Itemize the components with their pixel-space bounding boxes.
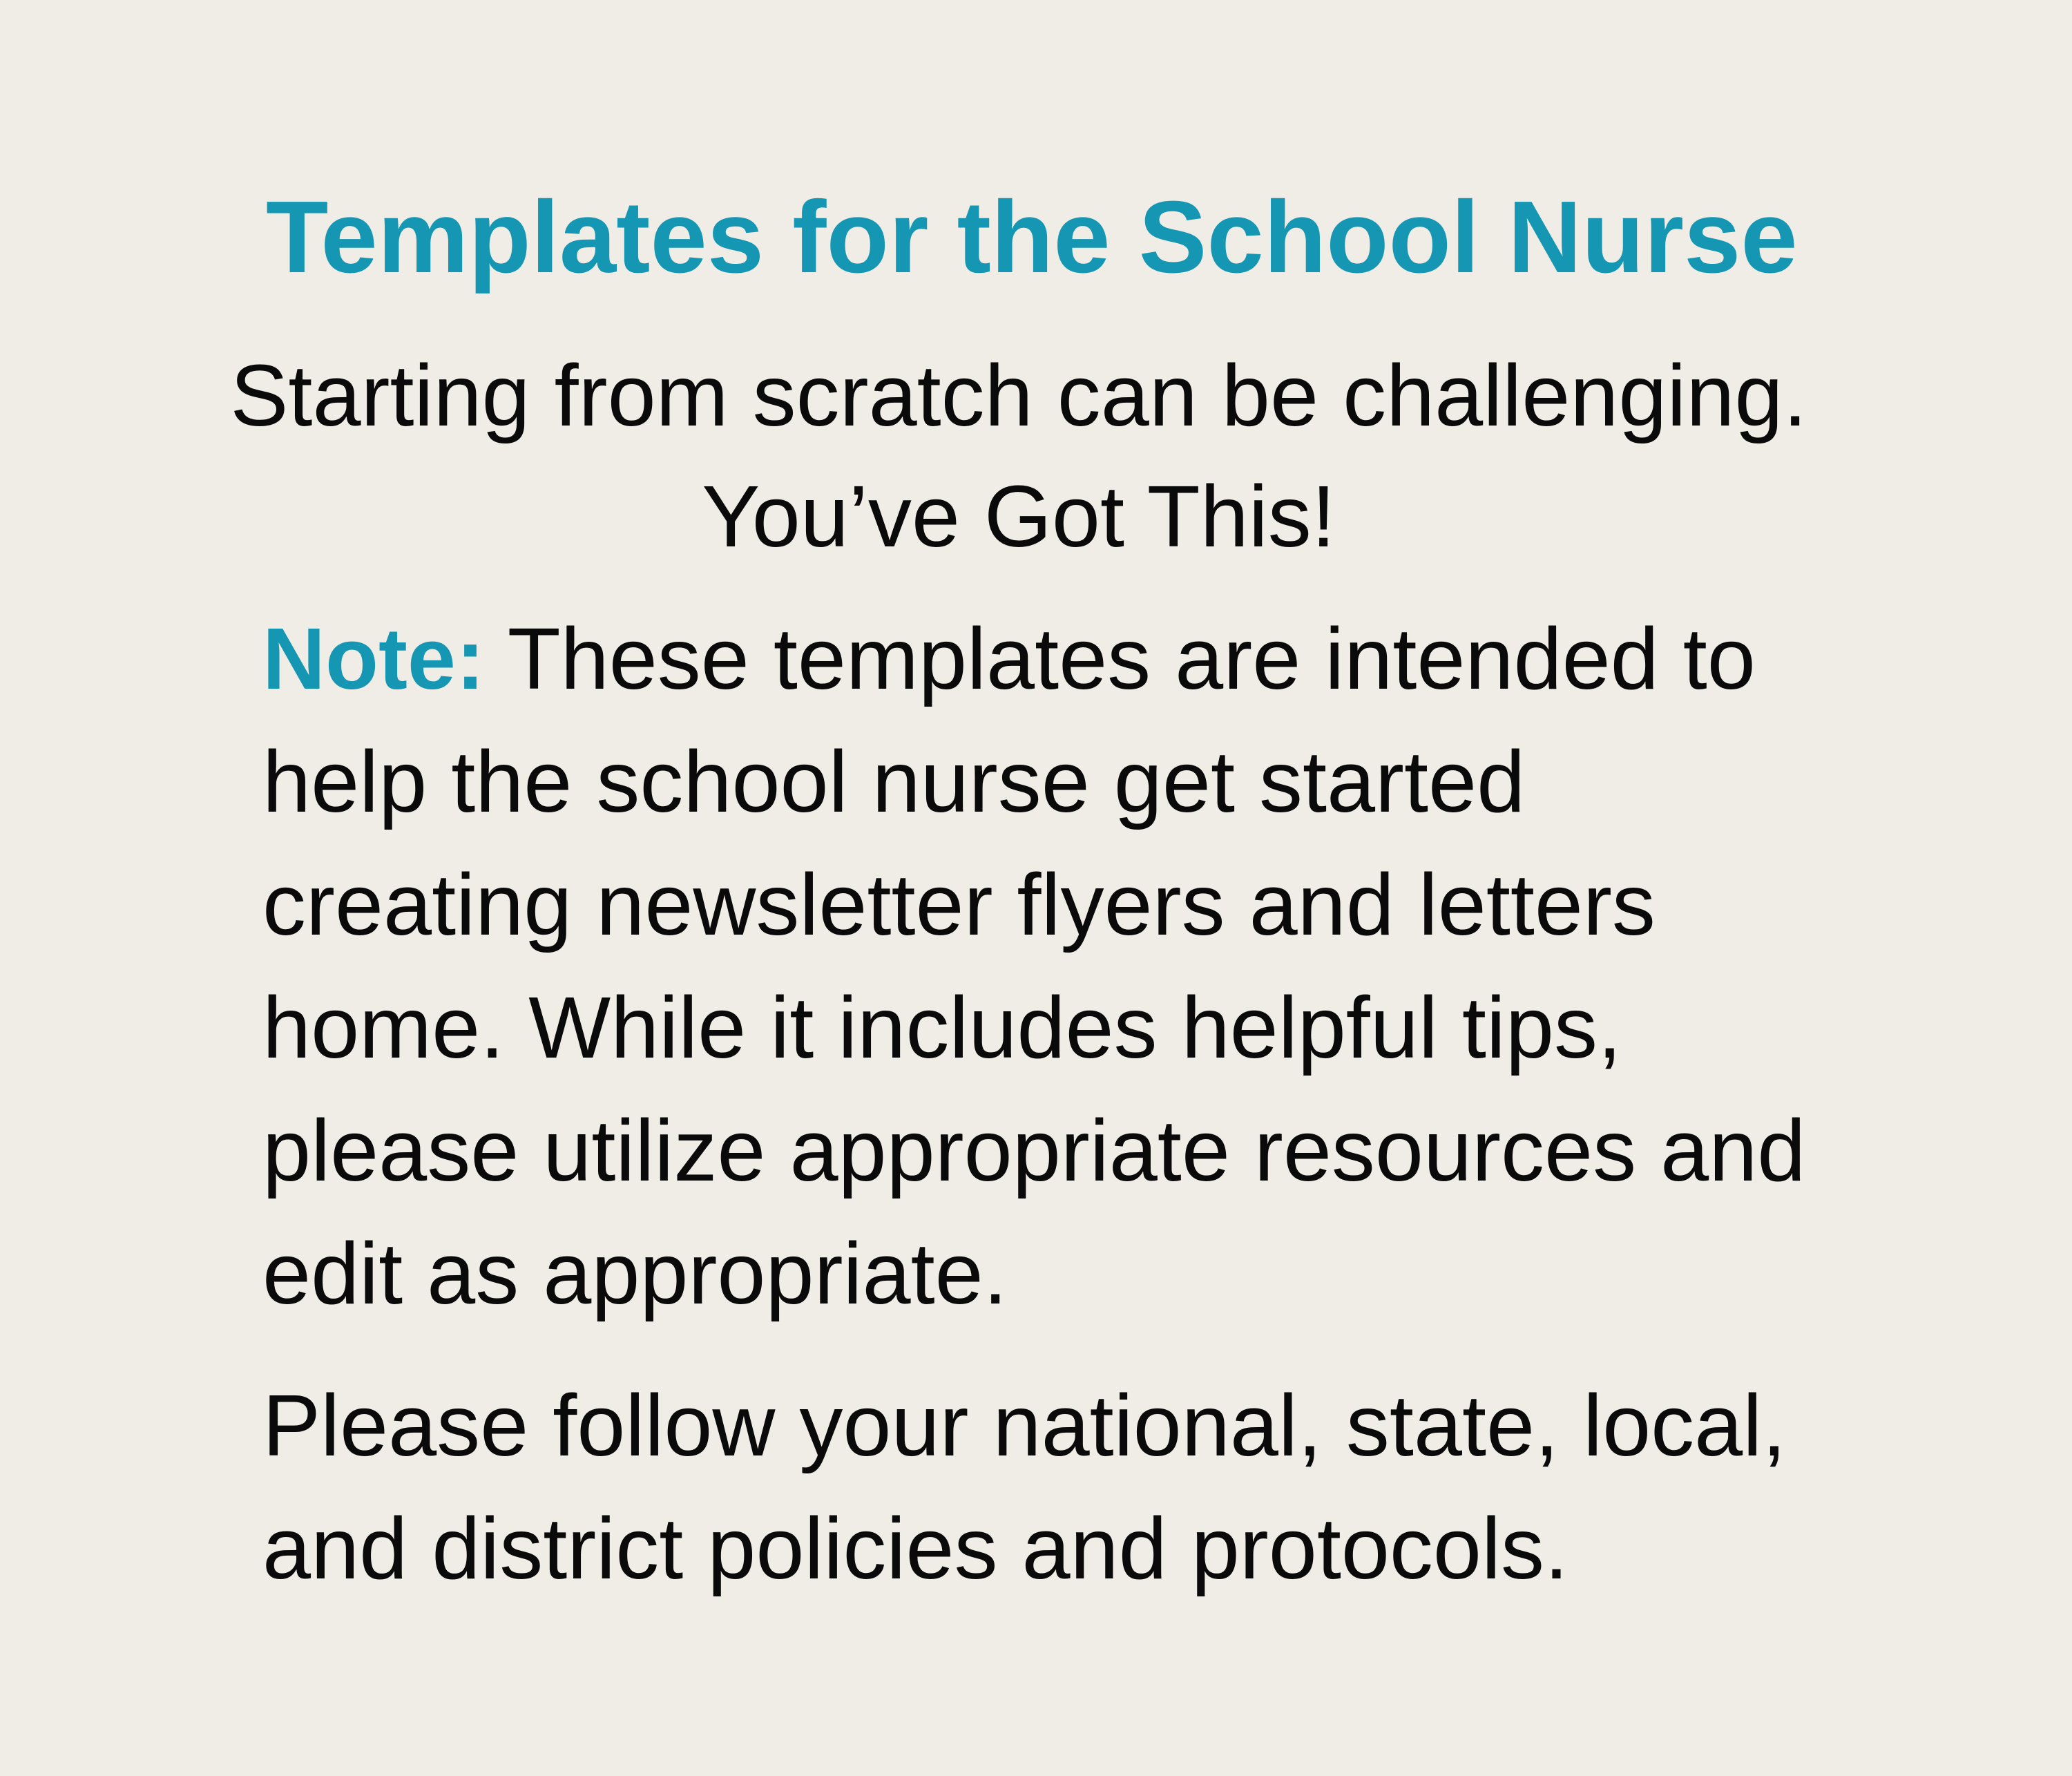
note-line: [262, 598, 1892, 720]
note-line: please utilize appropriate resources and: [262, 1102, 1806, 1199]
page-title: Templates for the School Nurse: [266, 180, 1798, 294]
note-label: Note:: [262, 610, 485, 707]
note-line: home. While it includes helpful tips,: [262, 979, 1622, 1076]
subtitle-tagline: You’ve Got This!: [702, 468, 1336, 565]
note-paragraph: [262, 598, 1892, 1335]
policy-line: Please follow your national, state, local,: [262, 1377, 1787, 1474]
note-line: edit as appropriate.: [262, 1225, 1008, 1322]
subtitle: [0, 335, 2037, 577]
policy-line: and district policies and protocols.: [262, 1500, 1569, 1597]
note-line: help the school nurse get started: [262, 733, 1526, 830]
note-line: creating newsletter flyers and letters: [262, 856, 1656, 953]
subtitle-line: Starting from scratch can be challenging.: [230, 347, 1807, 444]
note-text: These templates are intended to: [507, 610, 1756, 707]
policy-paragraph: [262, 1364, 1892, 1610]
